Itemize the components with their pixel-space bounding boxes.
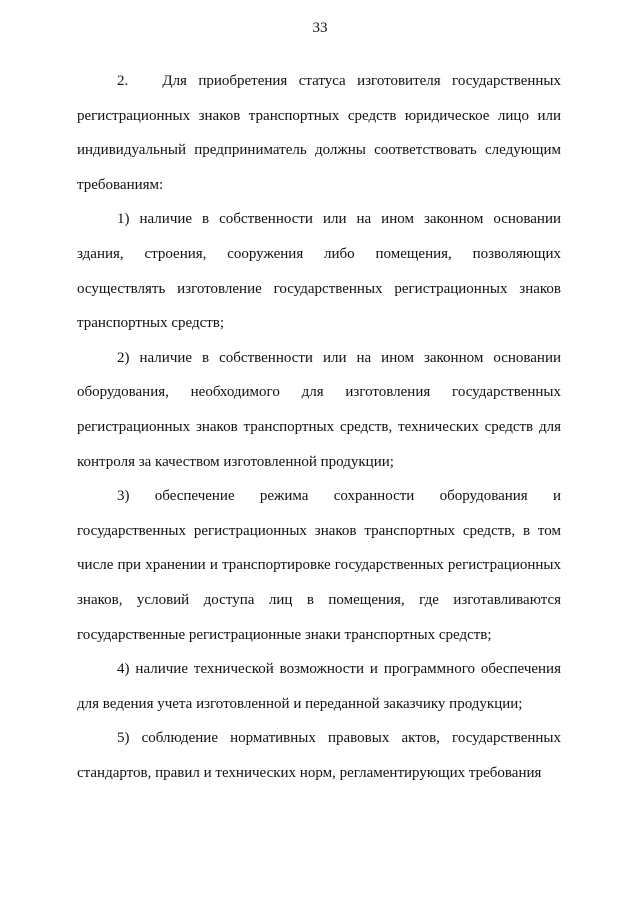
paragraph-item-3: 3) обеспечение режима сохранности оборудования и государственных регистрационных знаков транспортных средств, в том числе при хранении и транспортировке государственных регистрационных знаков, условий доступа лиц в помещения, где изготавливаются государственные регистрационные знаки транспортных средств;: [77, 488, 561, 643]
page-number: 33: [312, 20, 328, 36]
document-body: [77, 64, 561, 790]
paragraph-item-1: 1) наличие в собственности или на ином законном основании здания, строения, сооружения либо помещения, позволяющих осуществлять изготовление государственных регистрационных знаков транспортных средств;: [77, 211, 561, 332]
paragraph-item-5: 5) соблюдение нормативных правовых актов, государственных стандартов, правил и технических норм, регламентирующих требования: [77, 730, 561, 781]
paragraph-item-4: 4) наличие технической возможности и программного обеспечения для ведения учета изготовленной и переданной заказчику продукции;: [77, 661, 561, 712]
paragraph-2: 2. Для приобретения статуса изготовителя государственных регистрационных знаков транспортных средств юридическое лицо или индивидуальный предприниматель должны соответствовать следующим требованиям:: [77, 73, 561, 193]
paragraph-item-2: 2) наличие в собственности или на ином законном основании оборудования, необходимого для изготовления государственных регистрационных знаков транспортных средств, технических средств для контроля за качеством изготовленной продукции;: [77, 349, 561, 470]
